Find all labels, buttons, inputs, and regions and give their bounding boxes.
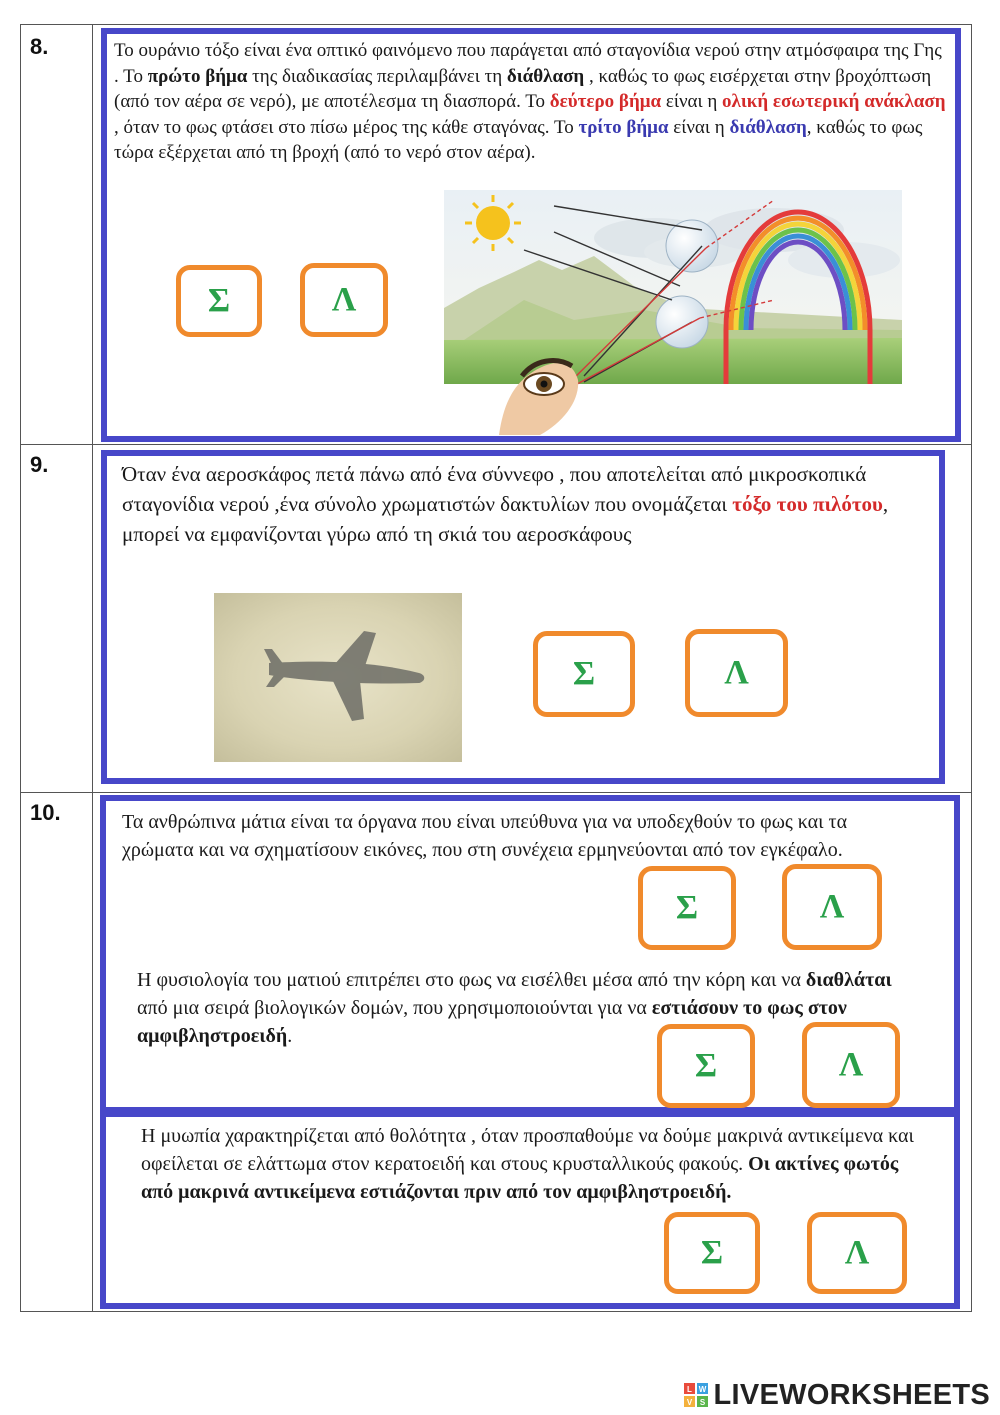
logo-letter: S [699,1398,705,1407]
q9-text-part: Όταν ένα αεροσκάφος πετά πάνω από ένα σύννεφο , που αποτελείται από μικροσκοπικά σταγονίδια νερού ,ένα σύνολο χρωματιστών δακτυλίων που ονομάζεται [122,462,867,516]
question-10-number: 10. [30,800,61,825]
airplane-shadow-photo [214,593,462,762]
logo-letter: L [686,1385,692,1394]
question-9-text [122,459,932,549]
q8-text-part: , όταν το φως φτάσει στο πίσω μέρος της κάθε σταγόνας. Το [114,116,579,138]
question-9-number: 9. [30,452,49,477]
q8-text-part: είναι η [661,91,723,112]
question-8-false-button[interactable]: Λ [300,263,388,337]
question-10a-true-button[interactable]: Σ [638,866,736,950]
q10b-text-part: από μια σειρά βιολογικών δομών, που χρησιμοποιούνται για να [137,997,652,1019]
q8-text-part: , καθώς το φως εισέρχεται στην βροχόπτωση (από τον αέρα σε νερό), με αποτέλεσμα τη διασπορά. Το [114,65,932,112]
q8-text-part: είναι η [668,116,730,138]
table-border-column [92,24,93,1312]
rainbow-illustration-svg [444,190,902,435]
liveworksheets-logo [684,1375,991,1415]
q8-blue-third-step: τρίτο βήμα [578,116,669,138]
question-10a-false-button[interactable]: Λ [782,864,882,950]
q8-text-part: Το ουράνιο τόξο είναι ένα οπτικό φαινόμενο που παράγεται από σταγονίδια νερού στην ατμόσφαιρα της Γης . Το [114,40,942,87]
question-10c-text [141,1122,921,1206]
question-8-number: 8. [30,34,49,59]
water-drop-icon [656,296,708,348]
q10b-text-part: . [287,1025,293,1047]
rainbow-formation-illustration [444,190,902,435]
question-10a-text: Τα ανθρώπινα μάτια είναι τα όργανα που είναι υπεύθυνα για να υποδεχθούν το φως και τα χρώματα και να σχηματίσουν εικόνες, που στη συνέχεια ερμηνεύονται από τον εγκέφαλο. [122,811,848,861]
q8-bold-refraction: διάθλαση [506,65,585,87]
table-border-left [20,24,21,1312]
table-border-row-8-9 [20,444,972,445]
question-10c-true-button[interactable]: Σ [664,1212,760,1294]
q10c-bold-rays-focus: Οι ακτίνες φωτός από μακρινά αντικείμενα εστιάζονται πριν από τον αμφιβληστροειδή. [141,1153,899,1203]
table-border-row-9-10 [20,792,972,793]
q8-bold-first-step: πρώτο βήμα [147,65,248,87]
question-10b-true-button[interactable]: Σ [657,1024,755,1108]
q10b-bold-refracted: διαθλάται [805,969,892,991]
table-border-top [20,24,972,25]
q9-text-part: , μπορεί να εμφανίζονται γύρω από τη σκιά του αεροσκάφους [122,492,889,546]
logo-letter: W [698,1385,706,1394]
question-10b-false-button[interactable]: Λ [802,1022,900,1108]
q9-red-pilot-bow: τόξο του πιλότου [732,492,883,516]
q8-red-second-step: δεύτερο βήμα [549,91,662,112]
q8-text-part: , καθώς το φως τώρα εξέρχεται από τη βροχή (από το νερό στον αέρα). [114,116,923,163]
q10c-text-part: Η μυωπία χαρακτηρίζεται από θολότητα , όταν προσπαθούμε να δούμε μακρινά αντικείμενα και οφείλεται σε ελάττωμα στον κερατοειδή και στους κρυσταλλικούς φακούς. [141,1125,914,1175]
liveworksheets-logo-icon [684,1383,708,1407]
question-10c-false-button[interactable]: Λ [807,1212,907,1294]
table-border-right [971,24,972,1312]
question-9-false-button[interactable]: Λ [685,629,788,717]
table-border-bottom [20,1311,972,1312]
liveworksheets-brand-text: LIVEWORKSHEETS [713,1378,990,1411]
question-8-text [114,38,950,166]
logo-letter: V [686,1398,692,1407]
q8-text-part: της διαδικασίας περιλαμβάνει τη [247,65,507,87]
question-8-true-button[interactable]: Σ [176,265,262,337]
airplane-shadow-svg [214,593,462,762]
q10b-text-part: Η φυσιολογία του ματιού επιτρέπει στο φως να εισέλθει μέσα από την κόρη και να [137,969,806,991]
q10b-bold-focus-retina: εστιάσουν το φως στον αμφιβληστροειδή [137,997,847,1047]
q8-red-total-internal-reflection: ολική εσωτερική ανάκλαση [722,91,946,112]
q8-blue-refraction: διάθλαση [729,116,807,138]
question-9-true-button[interactable]: Σ [533,631,635,717]
